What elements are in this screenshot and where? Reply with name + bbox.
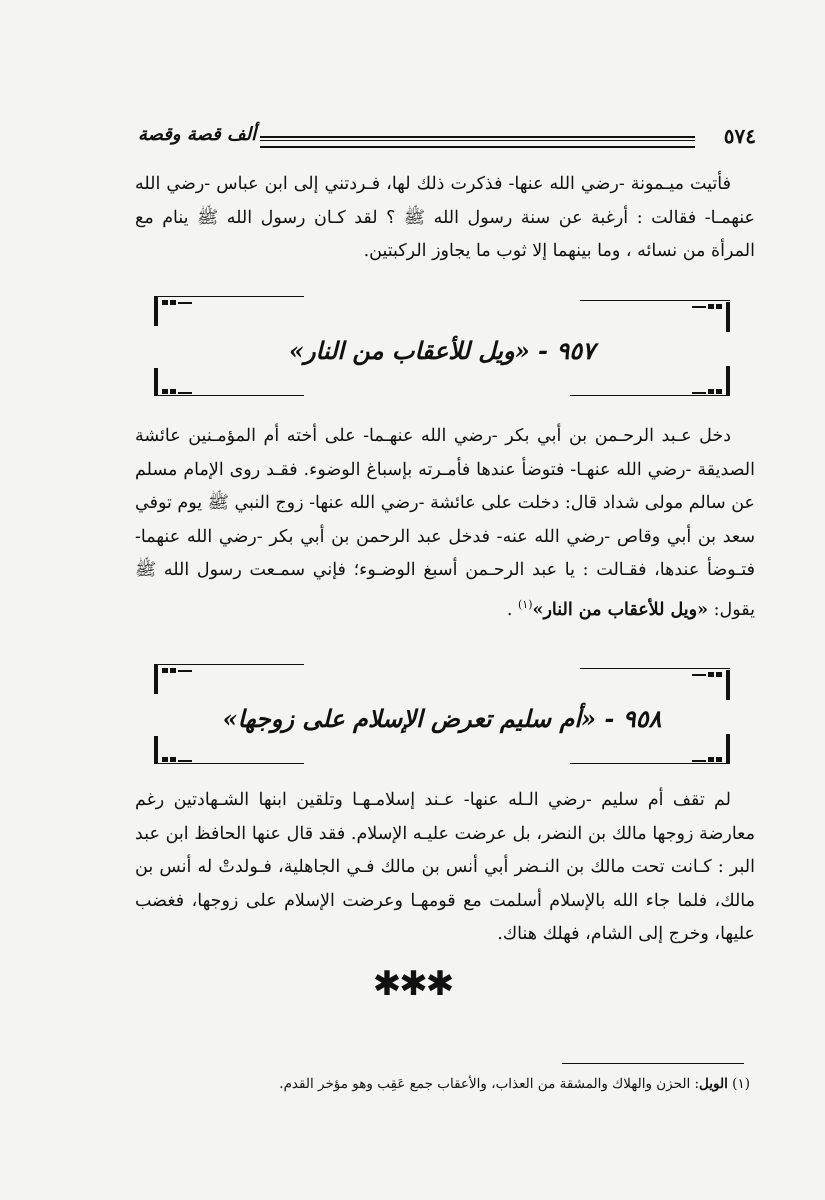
page-header [138, 124, 755, 154]
story-body [135, 784, 755, 952]
frame-ornament [576, 290, 736, 330]
footnote [135, 1076, 750, 1092]
story-number: ٩٥٧ [556, 336, 596, 365]
frame-ornament [148, 728, 308, 768]
frame-ornament [148, 360, 308, 400]
story-title-text: - «أم سليم تعرض الإسلام على زوجها» [222, 704, 615, 733]
story-title-frame [148, 290, 736, 400]
story-title-frame [148, 658, 736, 768]
story-text-end: . [506, 599, 518, 620]
paragraph-continuation [135, 168, 755, 269]
story-title [148, 336, 736, 365]
header-rule [260, 136, 695, 148]
footnote-reference[interactable]: (١) [517, 597, 533, 611]
story-text: دخل عـبد الرحـمن بن أبي بكر -رضي الله عنهـما- على أخته أم المؤمـنين عائشة الصديقة -رضي الله عنهـا- فتوضأ عندها فأمـرته بإسباغ الوضوء. فقـد روى الإمام مسلم عن سالم مولى شداد قال: دخلت على عائشة -رضي الله عنها- زوج النبي ﷺ يوم توفي سعد بن أبي وقاص -رضي الله عنه- فدخل عبد الرحمن بن أبي بكر -رضي الله عنهما- فتـوضأ عندها، فقـالت : يا عبد الرحـمن أسبغ الوضـوء؛ فإني سمـعت رسول الله ﷺ يقول: [135, 426, 755, 620]
page-number: ٥٧٤ [723, 124, 756, 148]
story-title-text: - «ويل للأعقاب من النار» [288, 336, 549, 365]
frame-ornament [576, 360, 736, 400]
frame-ornament [576, 658, 736, 698]
story-number: ٩٥٨ [622, 704, 662, 733]
paragraph-text: فأتيت ميـمونة -رضي الله عنها- فذكرت ذلك لها، فـردتني إلى ابن عباس -رضي الله عنهمـا- فقالت : أرغبة عن سنة رسول الله ﷺ ؟ لقد كـان رسول الله ﷺ ينام مع المرأة من نسائه ، وما بينهما إلا ثوب ما يجاوز الركبتين. [135, 174, 755, 261]
hadith-quote: «ويل للأعقاب من النار» [532, 599, 709, 620]
story-body [135, 420, 755, 627]
book-title: ألف قصة وقصة [138, 124, 257, 145]
story-title [148, 704, 736, 733]
footnote-rule [562, 1063, 744, 1064]
story-text: لم تقف أم سليم -رضي الـله عنها- عـند إسلامـهـا وتلقين ابنها الشـهادتين رغم معارضة زوجها مالك بن النضر، بل عرضت عليـه الإسلام. فقد قال عنها الحافظ ابن عبد البر : كـانت تحت مالك بن النـضر أبي أنس بن مالك فـي الجاهلية، فـولدتْ له أنس بن مالك، فلما جاء الله بالإسلام أسلمت مع قومهـا وعرضت الإسلام على زوجها، فغضب عليها، وخرج إلى الشام، فهلك هناك. [135, 790, 755, 944]
footnote-marker: (١) [732, 1076, 750, 1092]
frame-ornament [148, 658, 308, 698]
footnote-term: الويل [699, 1076, 728, 1092]
stars-separator: ✱✱✱ [372, 964, 453, 1004]
frame-ornament [576, 728, 736, 768]
frame-ornament [148, 290, 308, 330]
footnote-text: : الحزن والهلاك والمشقة من العذاب، والأعقاب جمع عَقِب وهو مؤخر القدم. [279, 1076, 700, 1092]
